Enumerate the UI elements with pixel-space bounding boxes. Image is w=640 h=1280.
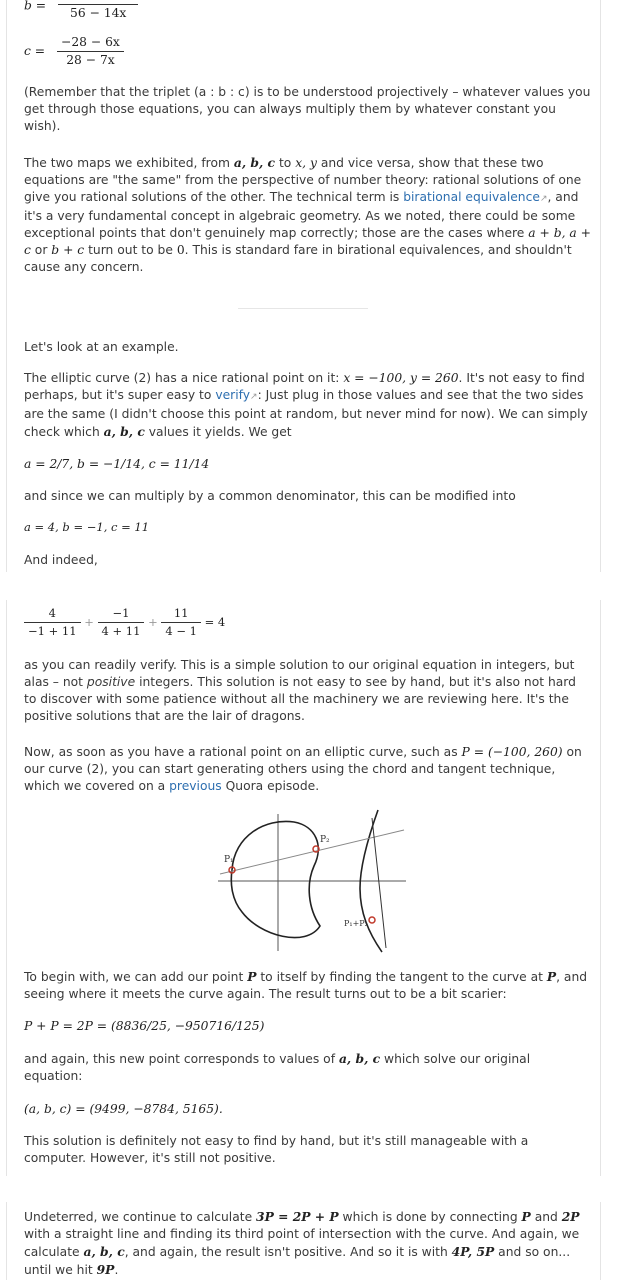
equation-b: b = 56 − 14x xyxy=(24,0,592,22)
paragraph-again: and again, this new point corresponds to values of a, b, c which solve our original equation: xyxy=(24,1051,531,1083)
verify-link[interactable]: verify xyxy=(215,388,251,402)
birational-equivalence-link[interactable]: birational equivalence xyxy=(403,190,540,204)
card-border-right xyxy=(600,0,601,1280)
paragraph-begin: To begin with, we can add our point P to itself by finding the tangent to the curve at P, and seeing where it meets the curve again. The result turns out to be a bit scarier: xyxy=(24,969,588,1001)
equation-2p: P + P = 2P = (8836/25, −950716/125) xyxy=(24,1019,265,1033)
card-gap xyxy=(0,1176,640,1202)
paragraph-not-positive: This solution is definitely not easy to find by hand, but it's still manageable with a computer. However, it's still not positive. xyxy=(24,1134,529,1165)
equation-c: c = $\frac{-28 - 6x}{28 - 7x}$ xyxy=(24,34,592,69)
equation-abc-solution: (a, b, c) = (9499, −8784, 5165). xyxy=(24,1102,223,1116)
paragraph-example: Let's look at an example. xyxy=(24,340,179,354)
label-p2: P₂ xyxy=(320,835,330,845)
equation-b-denominator: 56 − 14x xyxy=(58,4,138,22)
vertical-line xyxy=(372,818,386,948)
paragraph-elliptic-curve: The elliptic curve (2) has a nice rational point on it: x = −100, y = 260. It's not easy to find perhaps, but it's super easy to verify↗: Just plug in those values and see that the two sides are the same (I didn't choose this point at random, but never mind for now). We can simply check which a, b, c values it yields. We get xyxy=(24,371,588,439)
elliptic-curve-figure xyxy=(210,808,410,953)
paragraph-chord-tangent: Now, as soon as you have a rational point on an elliptic curve, such as P = (−100, 260) on our curve (2), you can start generating others using the chord and tangent technique, which we covered on a previous Quora episode. xyxy=(24,745,582,793)
external-link-icon: ↗ xyxy=(539,194,548,204)
paragraph-and-indeed: And indeed, xyxy=(24,553,98,567)
card-border-left xyxy=(6,0,7,1280)
closed-curve-component xyxy=(231,821,320,937)
paragraph-verify: as you can readily verify. This is a simple solution to our original equation in integers, but alas – not positive integers. This solution is not easy to see by hand, but it's also not hard to discover with some patience without all the machinery we are reviewing here. It's the positive solutions that are the lair of dragons. xyxy=(24,658,576,723)
sum-of-fractions-equation: $\frac{4}{-1 + 11}$ + $\frac{-1}{4 + 11}$ + $\frac{11}{4 - 1}$ = 4 xyxy=(24,605,592,640)
paragraph-two-maps: The two maps we exhibited, from a, b, c to x, y and vice versa, show that these two equations are "the same" from the perspective of number theory: rational solutions of one give you rational solutions of the other. The technical term is birational equivalence↗, and it's a very fundamental concept in algebraic geometry. As we noted, there could be some exceptional points that don't genuinely map correctly; those are the cases where a + b, a + c or b + c turn out to be 0. This is standard fare in birational equivalences, and shouldn't cause any concern. xyxy=(24,155,591,274)
paragraph-undeterred: Undeterred, we continue to calculate 3P = 2P + P which is done by connecting P and 2P with a straight line and finding its third point of intersection with the curve. And again, we calculate a, b, c, and again, the result isn't positive. And so it is with 4P, 5P and so on... until we hit 9P. xyxy=(24,1209,580,1277)
section-divider xyxy=(238,308,368,309)
paragraph-remember: (Remember that the triplet (a : b : c) is to be understood projectively – whatever values you get through those equations, you can always multiply them by whatever constant you wish). xyxy=(24,85,591,133)
paragraph-multiply: and since we can multiply by a common denominator, this can be modified into xyxy=(24,489,516,503)
label-p1-plus-p2: P₁+P₂ xyxy=(344,919,368,928)
card-gap xyxy=(0,572,640,600)
curve-diagram xyxy=(210,808,410,953)
label-p1: P₁ xyxy=(224,855,234,865)
equation-abc-fractions: a = 2/7, b = −1/14, c = 11/14 xyxy=(24,457,210,471)
point-p1-plus-p2 xyxy=(369,917,375,923)
external-link-icon: ↗ xyxy=(250,392,258,402)
previous-episode-link[interactable]: previous xyxy=(169,779,222,793)
equation-abc-integers: a = 4, b = −1, c = 11 xyxy=(24,520,150,534)
